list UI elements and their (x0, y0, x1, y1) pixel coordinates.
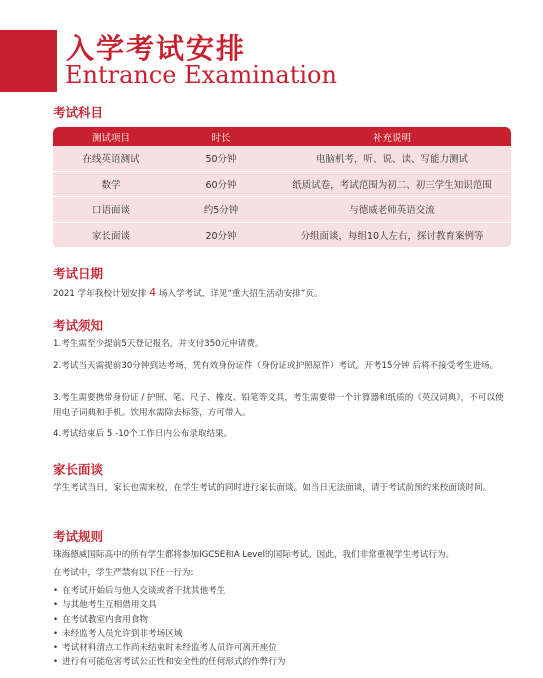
table-cell: 在线英语测试 (82, 154, 140, 166)
page-title-cn: 入学考试安排 (66, 32, 247, 65)
column-header: 测试项目 (91, 132, 130, 144)
list-item: • 在考试教室内食用食物 (53, 614, 149, 625)
list-item: • 进行有可能危害考试公正性和安全性的任何形式的作弊行为 (53, 657, 286, 668)
notice-item: 3.考生需要携带身份证 / 护照、笔、尺子、橡皮、铅笔等文具，考生需要带一个计算器和纸质的《英汉词典》，不可以使用电子词典和手机。饮用水需除去标签，方可带入。 (53, 393, 504, 418)
bullet-icon: • (53, 628, 59, 639)
table-row (53, 146, 511, 172)
table-cell: 家长面谈 (91, 230, 130, 242)
bullet-icon: • (53, 657, 59, 668)
page-title-en: Entrance Examination (65, 61, 337, 89)
section-title-subjects: 考试科目 (53, 105, 104, 120)
list-item: • 与其他考生互相借用文具 (53, 600, 157, 611)
notice-item: 2.考试当天需提前30分钟到达考场，凭有效身份证件（身份证或护照原件）考试。开考15分钟 后将不接受考生进场。 (53, 361, 499, 371)
list-item: • 未经监考人员允许到非考场区域 (53, 628, 183, 639)
table-header (53, 127, 511, 146)
column-header: 补充说明 (372, 132, 411, 144)
bullet-icon: • (53, 586, 59, 596)
subjects-table (53, 127, 511, 247)
table-cell: 20分钟 (205, 230, 237, 242)
parent-text: 学生考试当日，家长也需来校，在学生考试的同时进行家长面谈。如当日无法面谈，请于考试前预约来校面谈时间。 (53, 483, 492, 493)
dates-text-before: 2021 学年我校计划安排 (53, 289, 150, 299)
table-cell: 数学 (101, 179, 121, 191)
exam-count: 4 (149, 286, 157, 299)
bullet-icon: • (53, 643, 59, 654)
rules-lead: 在考试中，学生严禁有以下任一行为: (53, 568, 194, 578)
table-cell: 与德威老师英语交流 (349, 205, 435, 217)
list-item: • 在考试开始后与他人交谈或者干扰其他考生 (53, 586, 226, 596)
list-item: • 考试材料清点工作尚未结束时未经监考人员许可离开座位 (53, 643, 277, 654)
notice-item: 1.考生需至少提前5天登记报名，并支付350元申请费。 (53, 339, 264, 349)
section-title-dates: 考试日期 (53, 266, 104, 281)
table-row (53, 172, 511, 198)
table-cell: 分组面谈，每组10人左右，探讨教育案例等 (300, 230, 484, 242)
notice-item: 4.考试结束后 5 -10个工作日内公布录取结果。 (53, 429, 233, 439)
table-cell: 50分钟 (205, 154, 237, 166)
table-cell: 约5分钟 (203, 205, 239, 217)
section-title-notice: 考试须知 (53, 318, 104, 333)
rules-intro: 珠海德威国际高中的所有学生都将参加IGCSE和A Level的国际考试。因此，我们非常重视学生考试行为。 (53, 550, 455, 560)
table-cell: 60分钟 (205, 179, 237, 191)
header-accent-block (0, 30, 57, 92)
bullet-icon: • (53, 614, 59, 625)
column-header: 时长 (211, 132, 231, 144)
table-cell: 电脑机考，听、说、读、写能力测试 (315, 154, 468, 166)
table-row (53, 197, 511, 223)
rules-list (53, 584, 505, 670)
bullet-icon: • (53, 600, 59, 611)
table-cell: 纸质试卷，考试范围为初二、初三学生知识范围 (292, 179, 492, 191)
table-row (53, 223, 511, 248)
section-title-parent: 家长面谈 (53, 462, 104, 477)
section-title-rules: 考试规则 (53, 529, 104, 544)
table-cell: 口语面谈 (91, 205, 130, 217)
dates-text-after: 场入学考试，详见“重大招生活动安排”页。 (156, 289, 323, 299)
dates-text (53, 285, 505, 302)
